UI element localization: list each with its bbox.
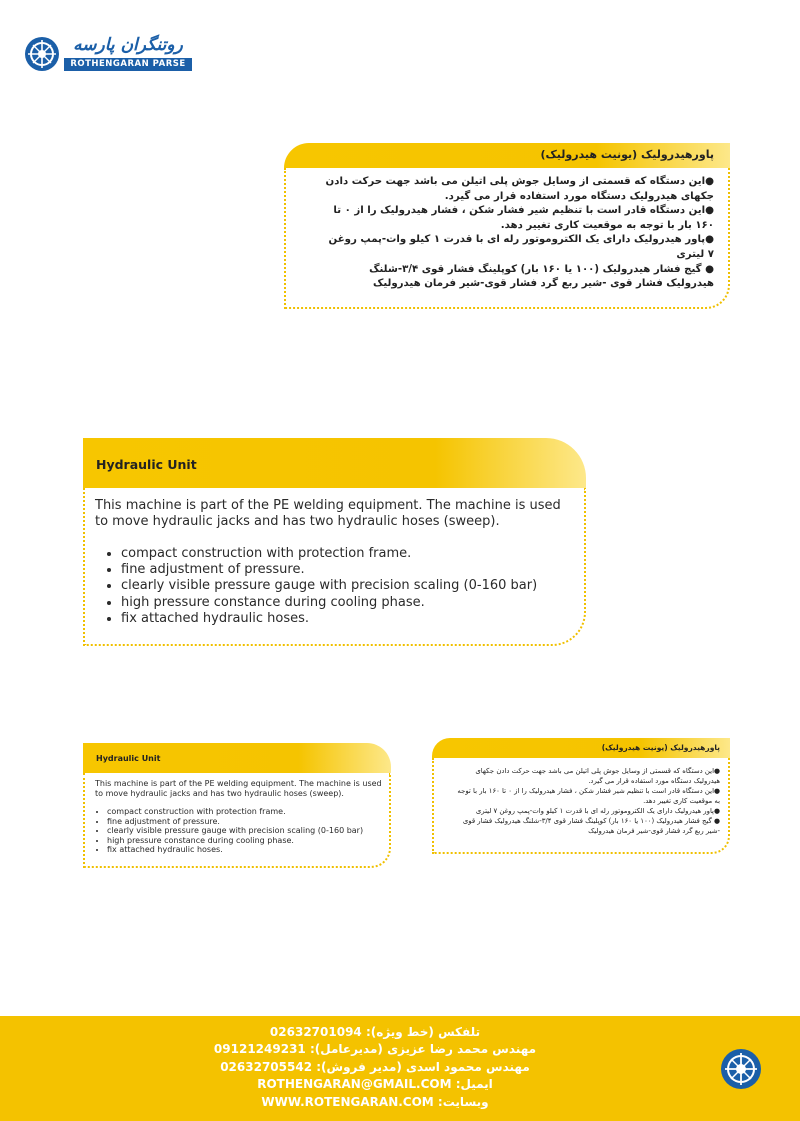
list-item: ●این دستگاه که قسمتی از وسایل جوش پلی اتیلن می باشد جهت حرکت دادن جکهای هیدرولیک دستگاه مورد استفاده قرار می گیرد. [475, 767, 720, 785]
logo-name-en: ROTHENGARAN PARSE [64, 58, 192, 71]
contact-ceo: مهندس محمد رضا عزیزی (مدیرعامل): 09121249231 [213, 1042, 537, 1057]
list-item: • clearly visible pressure gauge with precision scaling (0-160 bar) [121, 578, 591, 594]
contact-email[interactable]: ایمیل: ROTHENGARAN@GMAIL.COM [257, 1077, 493, 1092]
list-item: • compact construction with protection frame. [121, 546, 591, 562]
list-item: • fine adjustment of pressure. [107, 817, 397, 827]
contact-info [210, 1024, 540, 1111]
list-item: ●این دستگاه قادر است با تنظیم شیر فشار شکن ، فشار هیدرولیک را از ۰ تا ۱۶۰ بار با توجه به موقعیت کاری تغییر دهد. [457, 787, 720, 805]
list-item: ●این دستگاه قادر است با تنظیم شیر فشار شکن ، فشار هیدرولیک را از ۰ تا ۱۶۰ بار با توجه به موقعیت کاری تغییر دهد. [333, 205, 714, 231]
card-title: Hydraulic Unit [96, 457, 197, 472]
list-item: • fix attached hydraulic hoses. [121, 611, 591, 627]
list-item: ●این دستگاه که قسمتی از وسایل جوش پلی اتیلن می باشد جهت حرکت دادن جکهای هیدرولیک دستگاه مورد استفاده قرار می گیرد. [325, 176, 714, 202]
list-item: • clearly visible pressure gauge with precision scaling (0-160 bar) [107, 826, 397, 836]
feature-list [95, 807, 397, 855]
list-item: • fix attached hydraulic hoses. [107, 845, 397, 855]
list-item: ● گیج فشار هیدرولیک (۱۰۰ یا ۱۶۰ بار) کوپلینگ فشار قوی ۳/۴-شلنگ هیدرولیک فشار قوی -شیر ربع گرد فشار قوی-شیر فرمان هیدرولیک [462, 817, 720, 835]
gear-globe-icon [720, 1048, 762, 1090]
card-intro: This machine is part of the PE welding equipment. The machine is used to move hydraulic jacks and has two hydraulic hoses (sweep). [95, 779, 382, 798]
list-item: ●پاور هیدرولیک دارای یک الکتروموتور رله ای با قدرت ۱ کیلو وات-پمپ روغن ۷ لیتری [328, 234, 714, 260]
feature-list [450, 766, 720, 836]
card-title: Hydraulic Unit [96, 754, 161, 763]
contact-sales: مهندس محمود اسدی (مدیر فروش): 02632705542 [220, 1059, 530, 1074]
gear-globe-icon [24, 36, 60, 72]
card-intro: This machine is part of the PE welding equipment. The machine is used to move hydraulic jacks and has two hydraulic hoses (sweep). [95, 498, 561, 530]
list-item: • compact construction with protection frame. [107, 807, 397, 817]
feature-list [105, 546, 591, 627]
company-logo [24, 34, 194, 76]
list-item: • high pressure constance during cooling phase. [121, 595, 591, 611]
hydraulic-unit-card-fa [284, 143, 730, 309]
list-item: ● گیج فشار هیدرولیک (۱۰۰ یا ۱۶۰ بار) کوپلینگ فشار قوی ۳/۴-شلنگ هیدرولیک فشار قوی -شیر ربع گرد فشار قوی-شیر فرمان هیدرولیک [369, 263, 714, 290]
contact-website[interactable]: وبسایت: WWW.ROTENGARAN.COM [261, 1094, 489, 1109]
hydraulic-unit-card-fa-small [432, 738, 730, 854]
list-item: • fine adjustment of pressure. [121, 562, 591, 578]
card-title: پاورهیدرولیک (یونیت هیدرولیک) [601, 743, 720, 752]
logo-name-fa: روتنگران پارسه [73, 35, 183, 55]
card-title: پاورهیدرولیک (یونیت هیدرولیک) [540, 148, 714, 161]
list-item: ●پاور هیدرولیک دارای یک الکتروموتور رله ای با قدرت ۱ کیلو وات-پمپ روغن ۷ لیتری [475, 807, 720, 815]
feature-list [324, 175, 714, 292]
hydraulic-unit-card-en [83, 438, 586, 646]
contact-telefax: تلفکس (خط ویژه): 02632701094 [269, 1025, 481, 1039]
hydraulic-unit-card-en-small [83, 743, 391, 868]
list-item: • high pressure constance during cooling phase. [107, 836, 397, 846]
